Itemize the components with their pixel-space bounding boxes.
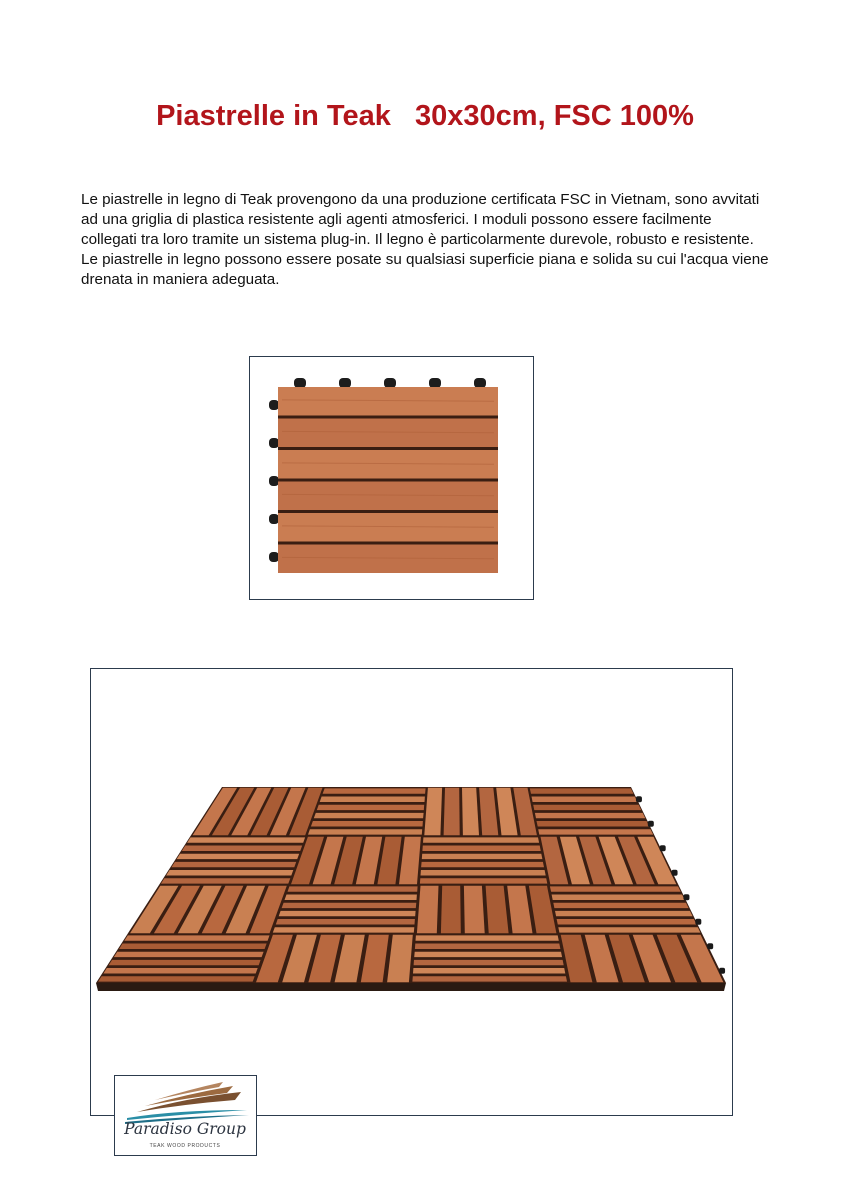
wood-slat [550, 886, 681, 891]
wood-slat [537, 821, 650, 827]
connector-clip [636, 796, 642, 802]
wood-slat [311, 821, 423, 827]
wood-slat [423, 837, 539, 842]
deck-edge [96, 983, 726, 991]
wood-slat [415, 944, 561, 950]
wood-slat [530, 788, 634, 793]
wood-slat [282, 903, 417, 908]
connector-clip [384, 378, 396, 388]
connector-clip [683, 894, 689, 900]
wood-slat [558, 927, 700, 932]
boat-logo-icon [115, 1076, 255, 1126]
wood-slat [420, 878, 547, 883]
connector-clip [660, 845, 666, 851]
connector-clip [269, 438, 279, 448]
wood-slat [416, 935, 559, 940]
wood-slat [533, 805, 641, 810]
wood-slat [414, 960, 564, 965]
wood-slat [441, 886, 461, 933]
connector-clip [269, 552, 279, 562]
connector-clip [269, 476, 279, 486]
wood-slat [182, 846, 302, 852]
connector-clip [269, 400, 279, 410]
wood-slat [314, 813, 424, 818]
teak-tile-illustration [250, 357, 532, 598]
wood-slat [421, 862, 544, 867]
single-tile-image [249, 356, 534, 600]
wood-slat [464, 886, 485, 933]
wood-slat [103, 968, 257, 974]
logo-tagline: TEAK WOOD PRODUCTS [149, 1143, 221, 1149]
wood-slat [421, 870, 546, 876]
connector-clip [474, 378, 486, 388]
wood-slat [288, 886, 418, 891]
wood-slat [413, 968, 565, 974]
connector-clip [719, 968, 725, 974]
tile-grid-image [90, 668, 733, 1116]
connector-clip [648, 821, 654, 827]
wood-slat [166, 870, 293, 876]
wood-slat [285, 895, 417, 901]
wood-slat [538, 829, 653, 834]
product-description: Le piastrelle in legno di Teak provengono da una produzione certificata FSC in Vietnam, sono avvitati ad una griglia di plastica resistente agli agenti atmosferici. I moduli possono essere facilmente collegati tra loro tramite un sistema plug-in. Il legno è particolarmente durevole, robusto e resistente. Le piastrelle in legno possono essere posate su qualsiasi superficie piana e solida su cui l'acqua viene drenata in maniera adeguata. [81, 191, 769, 288]
wood-slat [276, 919, 415, 925]
wood-slat [535, 813, 645, 818]
wood-slat [422, 854, 543, 859]
wood-slat [462, 788, 479, 835]
wood-slat [532, 797, 638, 803]
connector-clip [672, 870, 678, 876]
wood-slat [273, 927, 415, 932]
wood-slat [124, 935, 269, 940]
connector-clip [429, 378, 441, 388]
company-logo [114, 1075, 257, 1156]
wood-slat [552, 895, 685, 901]
wood-slat [317, 805, 424, 810]
wood-slat [422, 846, 540, 852]
logo-wordmark: Paradiso Group [124, 1120, 246, 1138]
wood-slat [323, 788, 426, 793]
wood-slat [417, 886, 439, 933]
connector-clip [707, 943, 713, 949]
wood-slat [557, 919, 697, 925]
wood-slat [279, 911, 416, 916]
wood-slat [98, 976, 255, 981]
wood-slat [553, 903, 688, 908]
wood-slat [177, 854, 300, 859]
wood-slat [161, 878, 290, 883]
teak-deck-illustration [91, 669, 731, 1114]
connector-clip [339, 378, 351, 388]
wood-slat [119, 944, 267, 950]
wood-slat [414, 952, 562, 957]
connector-clip [695, 919, 701, 925]
wood-slat [444, 788, 460, 835]
wood-slat [412, 976, 567, 981]
wood-slat [187, 837, 305, 842]
wood-slat [308, 829, 422, 834]
page-title: Piastrelle in Teak 30x30cm, FSC 100% [156, 100, 694, 132]
connector-clip [294, 378, 306, 388]
wood-slat [114, 952, 264, 957]
wood-slat [555, 911, 693, 916]
wood-slat [171, 862, 296, 867]
wood-slat [320, 797, 425, 803]
connector-clip [269, 514, 279, 524]
wood-slat [109, 960, 261, 965]
